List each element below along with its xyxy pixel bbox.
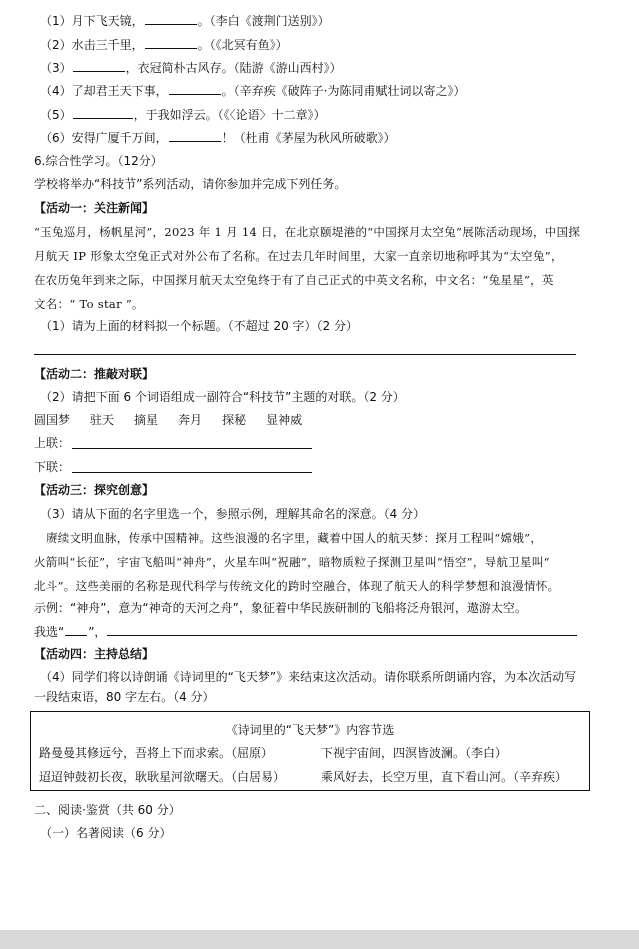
choice-comma: ”， (88, 625, 107, 639)
poem-text: （2）水击三千里， (40, 38, 144, 52)
activity-3-example: 示例：“神舟”，意为“神奇的天河之舟”，象征着中华民族研制的飞船将泛舟银河，遨游太空。 (34, 601, 527, 615)
poem-source: ，于我如浮云。（《〈论语〉十二章》） (133, 108, 326, 122)
poem-line-1 (40, 12, 330, 29)
couplet-word: 驻天 (90, 413, 115, 427)
answer-blank[interactable] (169, 129, 221, 142)
poem-line-3 (40, 59, 342, 76)
activity-3-paragraph-line: 赓续文明血脉，传承中国精神。这些浪漫的名字里，藏着中国人的航天梦：探月工程叫“嫦娥”， (46, 531, 543, 545)
activity-1-heading: 【活动一：关注新闻】 (34, 201, 155, 215)
activity-3-heading: 【活动三：探究创意】 (34, 483, 155, 497)
poem-line-4 (40, 82, 465, 99)
poem-source: ！（杜甫《茅屋为秋风所破歌》） (221, 131, 396, 145)
excerpt-verse: 迢迢钟鼓初长夜，耿耿星河欲曙天。（白居易） (39, 770, 286, 784)
poem-text: （3） (40, 61, 72, 75)
choice-explanation-blank[interactable] (107, 623, 577, 636)
poem-line-5 (40, 106, 326, 123)
question-6-title: 6.综合性学习。（12分） (34, 154, 163, 168)
lower-couplet-answer-line[interactable] (72, 472, 312, 473)
excerpt-verse: 乘风好去，长空万里，直下看山河。（辛弃疾） (321, 770, 568, 784)
upper-couplet-label: 上联： (34, 436, 71, 450)
couplet-word: 摘星 (134, 413, 159, 427)
poem-source: 。（辛弃疾《破阵子·为陈同甫赋壮词以寄之》） (221, 84, 466, 98)
excerpt-verse: 路曼曼其修远兮，吾将上下而求索。（屈原） (39, 746, 274, 760)
section-2-title: 二、阅读·鉴赏（共 60 分） (34, 803, 181, 817)
poem-source: ，衣冠简朴古风存。（陆游《游山西村》） (125, 61, 342, 75)
activity-2-heading: 【活动二：推敲对联】 (34, 367, 155, 381)
excerpt-verse: 下视宇宙间，四溟皆波澜。（李白） (321, 746, 508, 760)
poem-text: （6）安得广厦千万间， (40, 131, 168, 145)
poem-source: 。（《北冥有鱼》） (197, 38, 288, 52)
poem-text: （5） (40, 108, 72, 122)
couplet-word-list (34, 412, 322, 428)
activity-3-paragraph-line: 北斗”。这些美丽的名称是现代科学与传统文化的跨时空融合，体现了航天人的科学梦想和浪漫情怀。 (34, 579, 560, 593)
activity-4-question-line: 一段结束语，80 字左右。（4 分） (34, 690, 215, 704)
poem-excerpt-box (30, 711, 590, 791)
activity-1-paragraph-line: 在农历兔年到来之际，中国探月航天太空兔终于有了自己正式的中英文名称，中文名：“兔星星”，英 (34, 273, 554, 287)
activity-1-paragraph-line: 月航天 IP 形象太空兔正式对外公布了名称。在过去几年时间里，大家一直亲切地称呼其为“太空兔”， (34, 249, 563, 263)
activity-3-paragraph-line: 火箭叫“长征”，宇宙飞船叫“神舟”，火星车叫“祝融”，暗物质粒子探测卫星叫“悟空”，导航卫星叫“ (34, 555, 550, 569)
activity-3-choice-line (34, 623, 578, 640)
activity-4-heading: 【活动四：主持总结】 (34, 647, 155, 661)
couplet-word: 圆国梦 (34, 413, 71, 427)
viewer-bottom-bar (0, 930, 639, 949)
choice-prefix: 我选“ (34, 625, 65, 639)
upper-couplet-answer-line[interactable] (72, 448, 312, 449)
activity-1-question: （1）请为上面的材料拟一个标题。（不超过 20 字）（2 分） (40, 319, 358, 333)
poem-line-6 (40, 129, 396, 146)
couplet-word: 显神威 (266, 413, 303, 427)
poem-text: （1）月下飞天镜， (40, 14, 144, 28)
activity-2-question: （2）请把下面 6 个词语组成一副符合“科技节”主题的对联。（2 分） (40, 390, 405, 404)
poem-line-2 (40, 36, 288, 53)
answer-blank[interactable] (145, 12, 197, 25)
answer-blank[interactable] (73, 59, 125, 72)
activity-4-question-line: （4）同学们将以诗朗诵《诗词里的“飞天梦”》来结束这次活动。请你联系所朗诵内容，为本次活动写 (40, 670, 577, 684)
poem-source: 。（李白《渡荆门送别》） (197, 14, 330, 28)
section-2-subtitle: （一）名著阅读（6 分） (40, 826, 172, 840)
activity-1-paragraph-line: “玉兔巡月，杨帆星河”，2023 年 1 月 14 日，在北京颐堤港的“中国探月太空兔”展陈活动现场，中国探 (34, 225, 581, 239)
lower-couplet-label: 下联： (34, 460, 71, 474)
answer-blank[interactable] (73, 106, 133, 119)
couplet-word: 探秘 (222, 413, 247, 427)
activity-3-question: （3）请从下面的名字里选一个，参照示例，理解其命名的深意。（4 分） (40, 507, 426, 521)
couplet-word: 奔月 (178, 413, 203, 427)
answer-blank[interactable] (145, 36, 197, 49)
choice-name-blank[interactable] (65, 623, 87, 636)
answer-blank[interactable] (169, 82, 221, 95)
poem-text: （4）了却君王天下事， (40, 84, 168, 98)
title-answer-line[interactable] (34, 354, 576, 355)
question-6-intro: 学校将举办“科技节”系列活动，请你参加并完成下列任务。 (34, 177, 347, 191)
excerpt-box-title: 《诗词里的“飞天梦”》内容节选 (225, 723, 395, 737)
activity-1-paragraph-line: 文名：“ To star ”。 (34, 297, 144, 311)
